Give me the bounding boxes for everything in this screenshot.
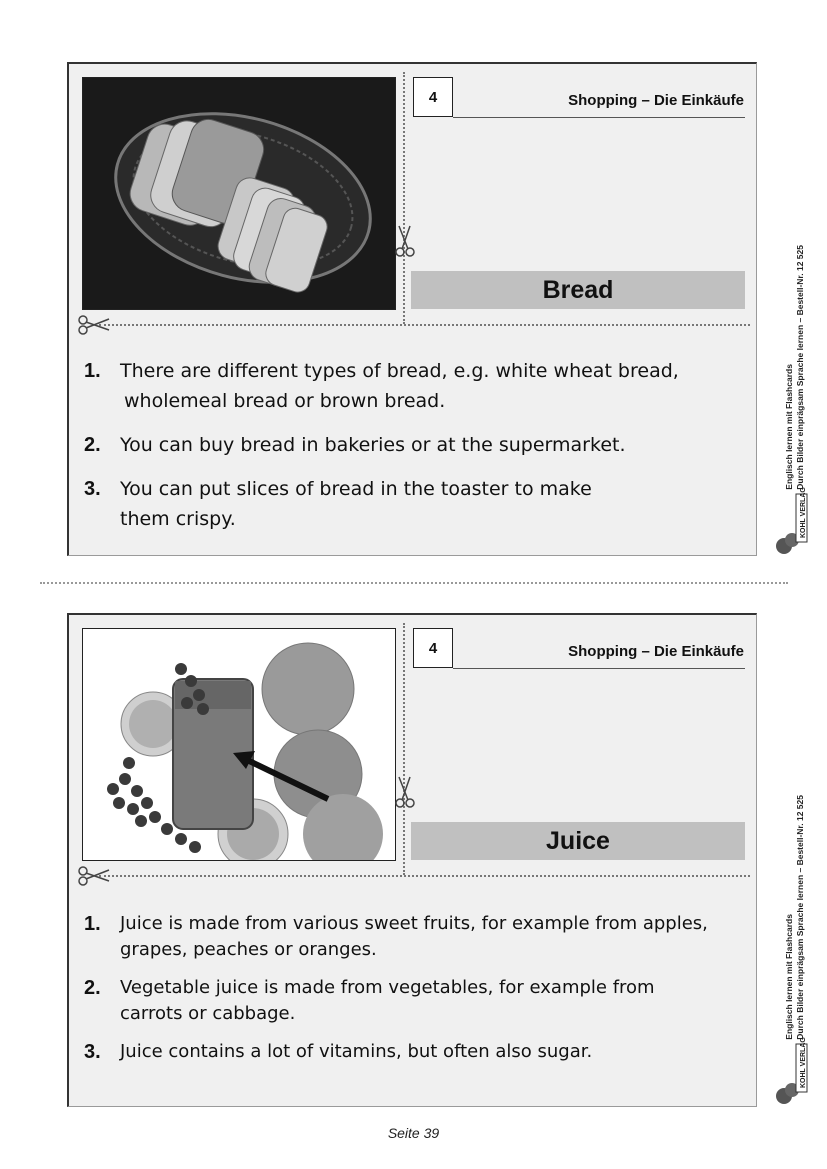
fact-text-cont: them crispy. xyxy=(120,508,236,530)
page-number: Seite 39 xyxy=(387,1125,440,1141)
fact-item xyxy=(84,430,744,460)
fact-number: 2. xyxy=(84,434,101,456)
fact-number: 3. xyxy=(84,1041,101,1063)
card-topic: Shopping – Die Einkäufe xyxy=(568,643,744,660)
flashcard-juice xyxy=(67,613,757,1107)
fact-item xyxy=(84,356,744,416)
fact-item xyxy=(84,474,744,534)
publisher-sidebar xyxy=(766,710,814,1110)
kohl-verlag-logo-icon xyxy=(772,486,812,560)
topic-underline xyxy=(453,117,745,118)
fact-number: 3. xyxy=(84,478,101,500)
sidebar-line2: Durch Bilder einprägsam Sprache lernen – Bestell-Nr. 12 525 xyxy=(795,245,805,490)
fact-text-cont: carrots or cabbage. xyxy=(120,1003,296,1024)
horizontal-cut-line xyxy=(99,324,750,326)
fact-text: You can buy bread in bakeries or at the supermarket. xyxy=(120,434,626,456)
bread-photo xyxy=(82,77,396,310)
fact-text: You can put slices of bread in the toaster to make xyxy=(120,478,592,500)
fact-list xyxy=(84,356,744,548)
sidebar-line1: Englisch lernen mit Flashcards xyxy=(784,914,794,1040)
sidebar-line1: Englisch lernen mit Flashcards xyxy=(784,364,794,490)
fact-item xyxy=(84,911,744,963)
fact-text-cont: wholemeal bread or brown bread. xyxy=(124,390,446,412)
svg-text:KOHL VERLAG: KOHL VERLAG xyxy=(800,487,807,538)
fact-number: 2. xyxy=(84,977,101,999)
fact-item xyxy=(84,1039,744,1065)
fact-text: Vegetable juice is made from vegetables, for example from xyxy=(120,977,655,998)
vocab-word: Juice xyxy=(411,822,745,860)
fact-list xyxy=(84,911,744,1077)
fact-text: Juice contains a lot of vitamins, but often also sugar. xyxy=(120,1041,593,1062)
svg-text:KOHL VERLAG: KOHL VERLAG xyxy=(800,1037,807,1088)
vertical-cut-line xyxy=(403,623,405,875)
scissors-icon xyxy=(394,224,416,262)
scissors-icon xyxy=(394,775,416,813)
fact-text-cont: grapes, peaches or oranges. xyxy=(120,939,377,960)
fact-item xyxy=(84,975,744,1027)
sidebar-line2: Durch Bilder einprägsam Sprache lernen – Bestell-Nr. 12 525 xyxy=(795,795,805,1040)
card-number: 4 xyxy=(413,628,453,668)
kohl-verlag-logo-icon xyxy=(772,1036,812,1110)
vertical-cut-line xyxy=(403,72,405,324)
fact-number: 1. xyxy=(84,913,101,935)
sidebar-text xyxy=(784,795,806,1040)
sidebar-text xyxy=(784,245,806,490)
horizontal-cut-line xyxy=(99,875,750,877)
topic-underline xyxy=(453,668,745,669)
juice-photo xyxy=(82,628,396,861)
fact-text: Juice is made from various sweet fruits, for example from apples, xyxy=(120,913,708,934)
scissors-icon xyxy=(77,314,111,340)
fact-text: There are different types of bread, e.g. white wheat bread, xyxy=(120,360,679,382)
vocab-word: Bread xyxy=(411,271,745,309)
card-topic: Shopping – Die Einkäufe xyxy=(568,92,744,109)
flashcard-bread xyxy=(67,62,757,556)
card-number: 4 xyxy=(413,77,453,117)
fact-number: 1. xyxy=(84,360,101,382)
scissors-icon xyxy=(77,865,111,891)
publisher-sidebar xyxy=(766,160,814,560)
card-separator xyxy=(40,582,788,584)
